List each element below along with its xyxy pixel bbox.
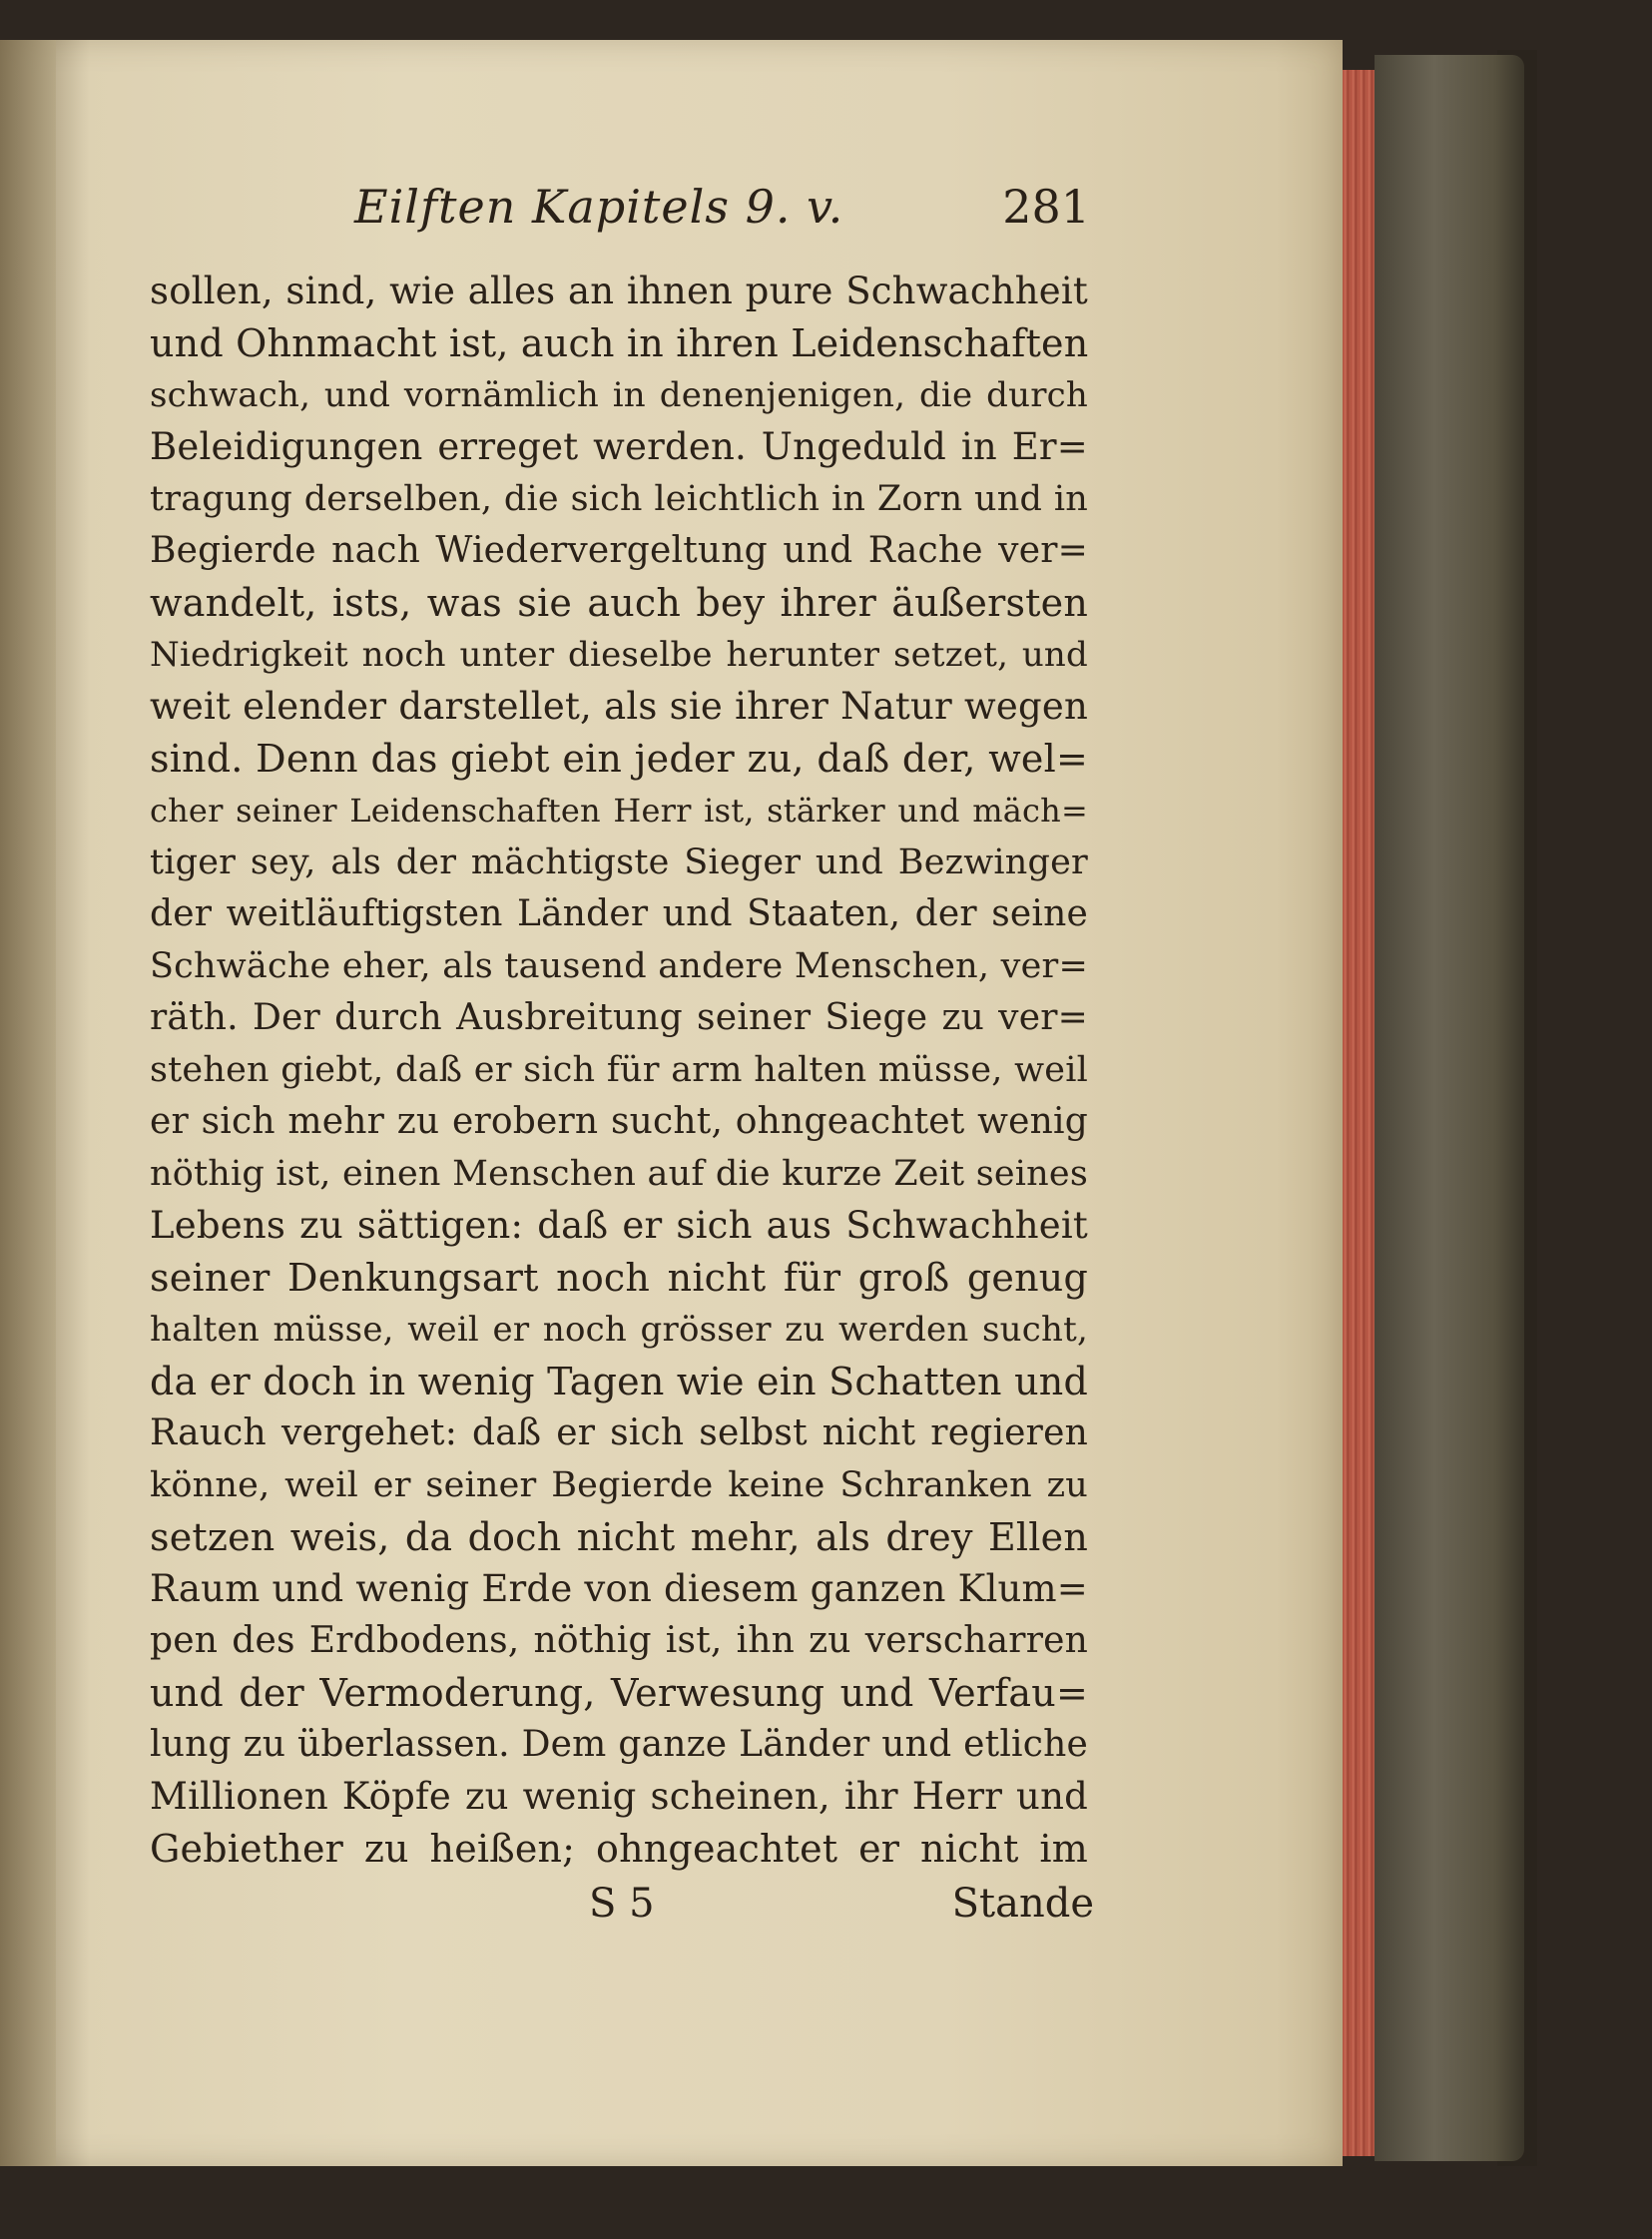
body-text bbox=[150, 266, 1088, 1875]
text-line: da er doch in wenig Tagen wie ein Schatten und bbox=[150, 1360, 1088, 1403]
text-line: Begierde nach Wiedervergeltung und Rache ver= bbox=[150, 530, 1088, 571]
gutter-shadow bbox=[0, 40, 90, 2166]
text-line: halten müsse, weil er noch grösser zu werden sucht, bbox=[150, 1310, 1088, 1350]
text-line: setzen weis, da doch nicht mehr, als drey Ellen bbox=[150, 1515, 1088, 1559]
text-line: Raum und wenig Erde von diesem ganzen Klum= bbox=[150, 1567, 1088, 1610]
text-line: schwach, und vornämlich in denenjenigen, die durch bbox=[150, 375, 1088, 415]
page-number: 281 bbox=[1002, 180, 1090, 234]
text-line: seiner Denkungsart noch nicht für groß genug bbox=[150, 1256, 1088, 1300]
text-block bbox=[150, 180, 1094, 1941]
text-line: sind. Denn das giebt ein jeder zu, daß der, wel= bbox=[150, 737, 1088, 781]
text-line: und Ohnmacht ist, auch in ihren Leidenschaften bbox=[150, 321, 1089, 365]
text-line: stehen giebt, daß er sich für arm halten müsse, weil bbox=[150, 1050, 1088, 1090]
text-line: und der Vermoderung, Verwesung und Verfau= bbox=[150, 1671, 1088, 1715]
text-line: Beleidigungen erreget werden. Ungeduld in Er= bbox=[150, 425, 1088, 468]
text-line: Niedrigkeit noch unter dieselbe herunter setzet, und bbox=[150, 635, 1088, 675]
text-line: räth. Der durch Ausbreitung seiner Siege zu ver= bbox=[150, 997, 1088, 1038]
page-footer bbox=[150, 1881, 1094, 1941]
text-line: weit elender darstellet, als sie ihrer Natur wegen bbox=[150, 685, 1088, 728]
text-line: Rauch vergehet: daß er sich selbst nicht regieren bbox=[150, 1412, 1088, 1453]
text-line: tragung derselben, die sich leichtlich in Zorn und in bbox=[150, 479, 1088, 519]
text-line: könne, weil er seiner Begierde keine Schranken zu bbox=[150, 1465, 1088, 1505]
text-line: tiger sey, als der mächtigste Sieger und Bezwinger bbox=[150, 842, 1088, 882]
text-line: Gebiether zu heißen; ohngeachtet er nicht im bbox=[150, 1827, 1088, 1871]
text-line: Millionen Köpfe zu wenig scheinen, ihr Herr und bbox=[150, 1775, 1088, 1818]
text-line: der weitläuftigsten Länder und Staaten, der seine bbox=[150, 893, 1088, 934]
text-line: er sich mehr zu erobern sucht, ohngeachtet wenig bbox=[150, 1101, 1088, 1142]
page-header bbox=[150, 180, 1088, 250]
catchword: Stande bbox=[951, 1881, 1094, 1927]
text-line: Schwäche eher, als tausend andere Menschen, ver= bbox=[150, 946, 1088, 986]
text-line: nöthig ist, einen Menschen auf die kurze Zeit seines bbox=[150, 1154, 1088, 1194]
running-head: Eilften Kapitels 9. v. bbox=[354, 180, 844, 234]
signature-mark: S 5 bbox=[589, 1881, 655, 1927]
text-line: lung zu überlassen. Dem ganze Länder und etliche bbox=[150, 1724, 1088, 1765]
text-line: wandelt, ists, was sie auch bey ihrer äußersten bbox=[150, 581, 1088, 625]
text-line: sollen, sind, wie alles an ihnen pure Schwachheit bbox=[150, 270, 1088, 312]
book-cover bbox=[1375, 55, 1524, 2161]
text-line: cher seiner Leidenschaften Herr ist, stärker und mäch= bbox=[150, 792, 1088, 830]
page-edges-red bbox=[1343, 70, 1375, 2156]
text-line: pen des Erdbodens, nöthig ist, ihn zu verscharren bbox=[150, 1620, 1088, 1661]
text-line: Lebens zu sättigen: daß er sich aus Schwachheit bbox=[150, 1204, 1088, 1247]
